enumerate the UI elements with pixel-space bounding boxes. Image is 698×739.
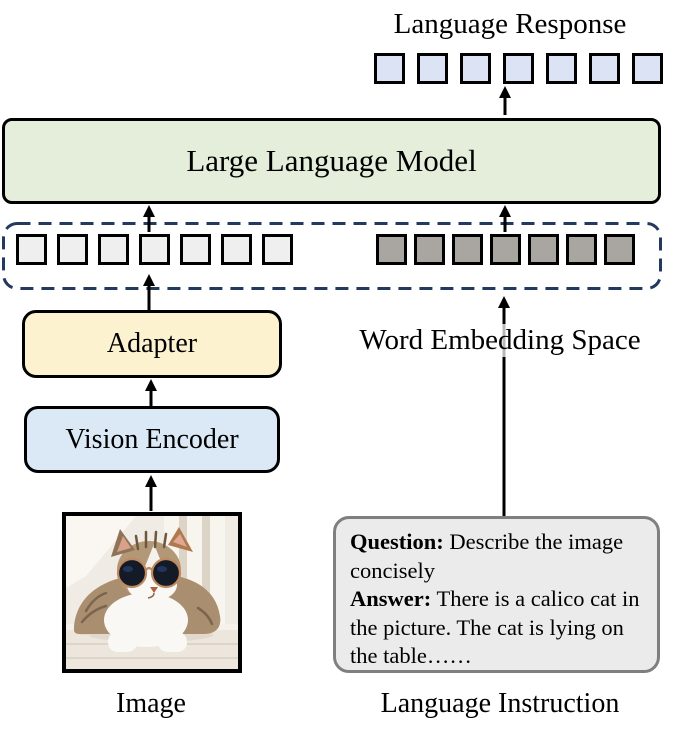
llm-label: Large Language Model [186, 143, 477, 178]
response-token [589, 53, 620, 84]
vision-encoder-box [24, 406, 280, 473]
visual-token [98, 234, 129, 265]
response-token-row [374, 53, 663, 84]
response-token [374, 53, 405, 84]
adapter-label: Adapter [106, 328, 198, 359]
text-token [490, 234, 521, 265]
cat-with-sunglasses-photo [62, 512, 242, 673]
vision-encoder-label: Vision Encoder [65, 423, 239, 455]
adapter-box [22, 310, 282, 378]
response-token [460, 53, 491, 84]
text-token [414, 234, 445, 265]
language-response-label: Language Response [393, 8, 627, 40]
question-label: Question: [350, 529, 444, 554]
visual-token [180, 234, 211, 265]
answer-label: Answer: [350, 586, 432, 612]
text-token [604, 234, 635, 265]
image-label: Image [116, 688, 186, 719]
visual-token [221, 234, 252, 265]
word-embedding-space-label: Word Embedding Space [340, 324, 660, 357]
llm-box [2, 118, 661, 204]
answer-text: There is a calico cat in the picture. The cat is lying on the table…… [350, 586, 640, 669]
visual-token [139, 234, 170, 265]
response-token [632, 53, 663, 84]
question-text: Describe the image concisely [350, 529, 624, 583]
response-token [417, 53, 448, 84]
instruction-box [333, 516, 660, 673]
text-token [566, 234, 597, 265]
visual-token [16, 234, 47, 265]
language-instruction-label: Language Instruction [380, 688, 620, 719]
cat-photo-illustration [66, 516, 238, 669]
text-token [528, 234, 559, 265]
visual-token [262, 234, 293, 265]
visual-token-row [16, 234, 293, 265]
text-token [376, 234, 407, 265]
text-token-row [376, 234, 635, 265]
response-token [546, 53, 577, 84]
visual-token [57, 234, 88, 265]
text-token [452, 234, 483, 265]
response-token [503, 53, 534, 84]
